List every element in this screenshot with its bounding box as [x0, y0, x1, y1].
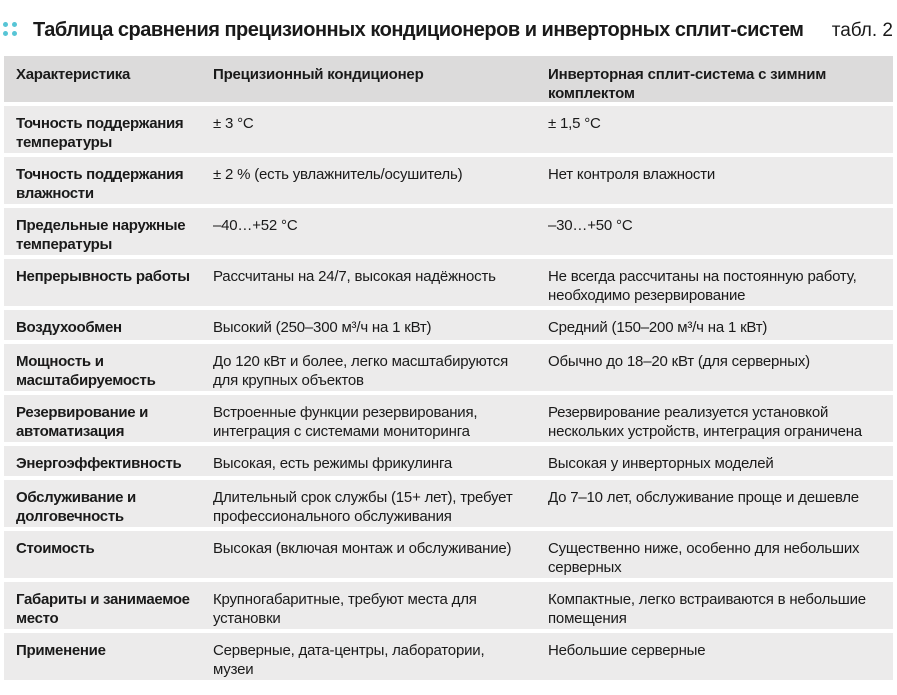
split-cell: Высокая у инверторных моделей [548, 455, 774, 472]
table-header-row [4, 56, 893, 102]
feature-cell: Непрерывность работы [16, 268, 190, 285]
feature-cell: Энергоэффективность [16, 455, 182, 472]
column-header-feature: Характеристика [16, 66, 130, 83]
feature-cell: Мощность и масштабируемость [16, 353, 156, 389]
split-cell: До 7–10 лет, обслуживание проще и дешевле [548, 489, 859, 506]
precision-cell: Высокая, есть режимы фрикулинга [213, 455, 453, 472]
feature-cell: Предельные наружные температуры [16, 217, 186, 253]
split-cell: Нет контроля влажности [548, 166, 716, 183]
column-header-precision: Прецизионный кондиционер [213, 66, 424, 83]
table-row [4, 157, 893, 204]
table-row [4, 446, 893, 476]
precision-cell: Длительный срок службы (15+ лет), требует профессионального обслуживания [213, 489, 513, 525]
split-cell: Небольшие серверные [548, 642, 706, 659]
split-cell: Резервирование реализуется установкой нескольких устройств, интеграция ограничена [548, 404, 862, 440]
split-cell: Средний (150–200 м³/ч на 1 кВт) [548, 319, 768, 336]
comparison-table [4, 56, 893, 684]
table-row [4, 259, 893, 306]
four-dots-icon [3, 22, 19, 38]
precision-cell: ± 2 % (есть увлажнитель/осушитель) [213, 166, 463, 183]
table-row [4, 310, 893, 340]
feature-cell: Воздухообмен [16, 319, 122, 336]
precision-cell: Рассчитаны на 24/7, высокая надёжность [213, 268, 496, 285]
column-header-split: Инверторная сплит-система с зимним комплектом [548, 66, 827, 102]
table-row [4, 531, 893, 578]
precision-cell: Встроенные функции резервирования, интеграция с системами мониторинга [213, 404, 478, 440]
precision-cell: –40…+52 °C [213, 217, 298, 234]
page-title: Таблица сравнения прецизионных кондиционеров и инверторных сплит-систем [33, 19, 804, 41]
precision-cell: Серверные, дата-центры, лаборатории, музеи [213, 642, 485, 678]
feature-cell: Применение [16, 642, 106, 659]
table-row [4, 395, 893, 442]
split-cell: –30…+50 °C [548, 217, 633, 234]
table-row [4, 633, 893, 680]
split-cell: ± 1,5 °C [548, 115, 601, 132]
table-row [4, 208, 893, 255]
feature-cell: Габариты и занимаемое место [16, 591, 190, 627]
precision-cell: Крупногабаритные, требуют места для установки [213, 591, 477, 627]
split-cell: Не всегда рассчитаны на постоянную работу, необходимо резервирование [548, 268, 857, 304]
feature-cell: Точность поддержания влажности [16, 166, 184, 202]
feature-cell: Резервирование и автоматизация [16, 404, 149, 440]
split-cell: Компактные, легко встраиваются в небольшие помещения [548, 591, 866, 627]
table-row [4, 582, 893, 629]
table-row [4, 106, 893, 153]
precision-cell: ± 3 °C [213, 115, 254, 132]
precision-cell: До 120 кВт и более, легко масштабируются для крупных объектов [213, 353, 508, 389]
feature-cell: Стоимость [16, 540, 95, 557]
precision-cell: Высокий (250–300 м³/ч на 1 кВт) [213, 319, 432, 336]
precision-cell: Высокая (включая монтаж и обслуживание) [213, 540, 512, 557]
table-row [4, 344, 893, 391]
table-header [0, 0, 897, 56]
split-cell: Существенно ниже, особенно для небольших серверных [548, 540, 860, 576]
feature-cell: Обслуживание и долговечность [16, 489, 136, 525]
table-number-label: табл. 2 [831, 20, 893, 41]
split-cell: Обычно до 18–20 кВт (для серверных) [548, 353, 810, 370]
feature-cell: Точность поддержания температуры [16, 115, 184, 151]
table-row [4, 480, 893, 527]
